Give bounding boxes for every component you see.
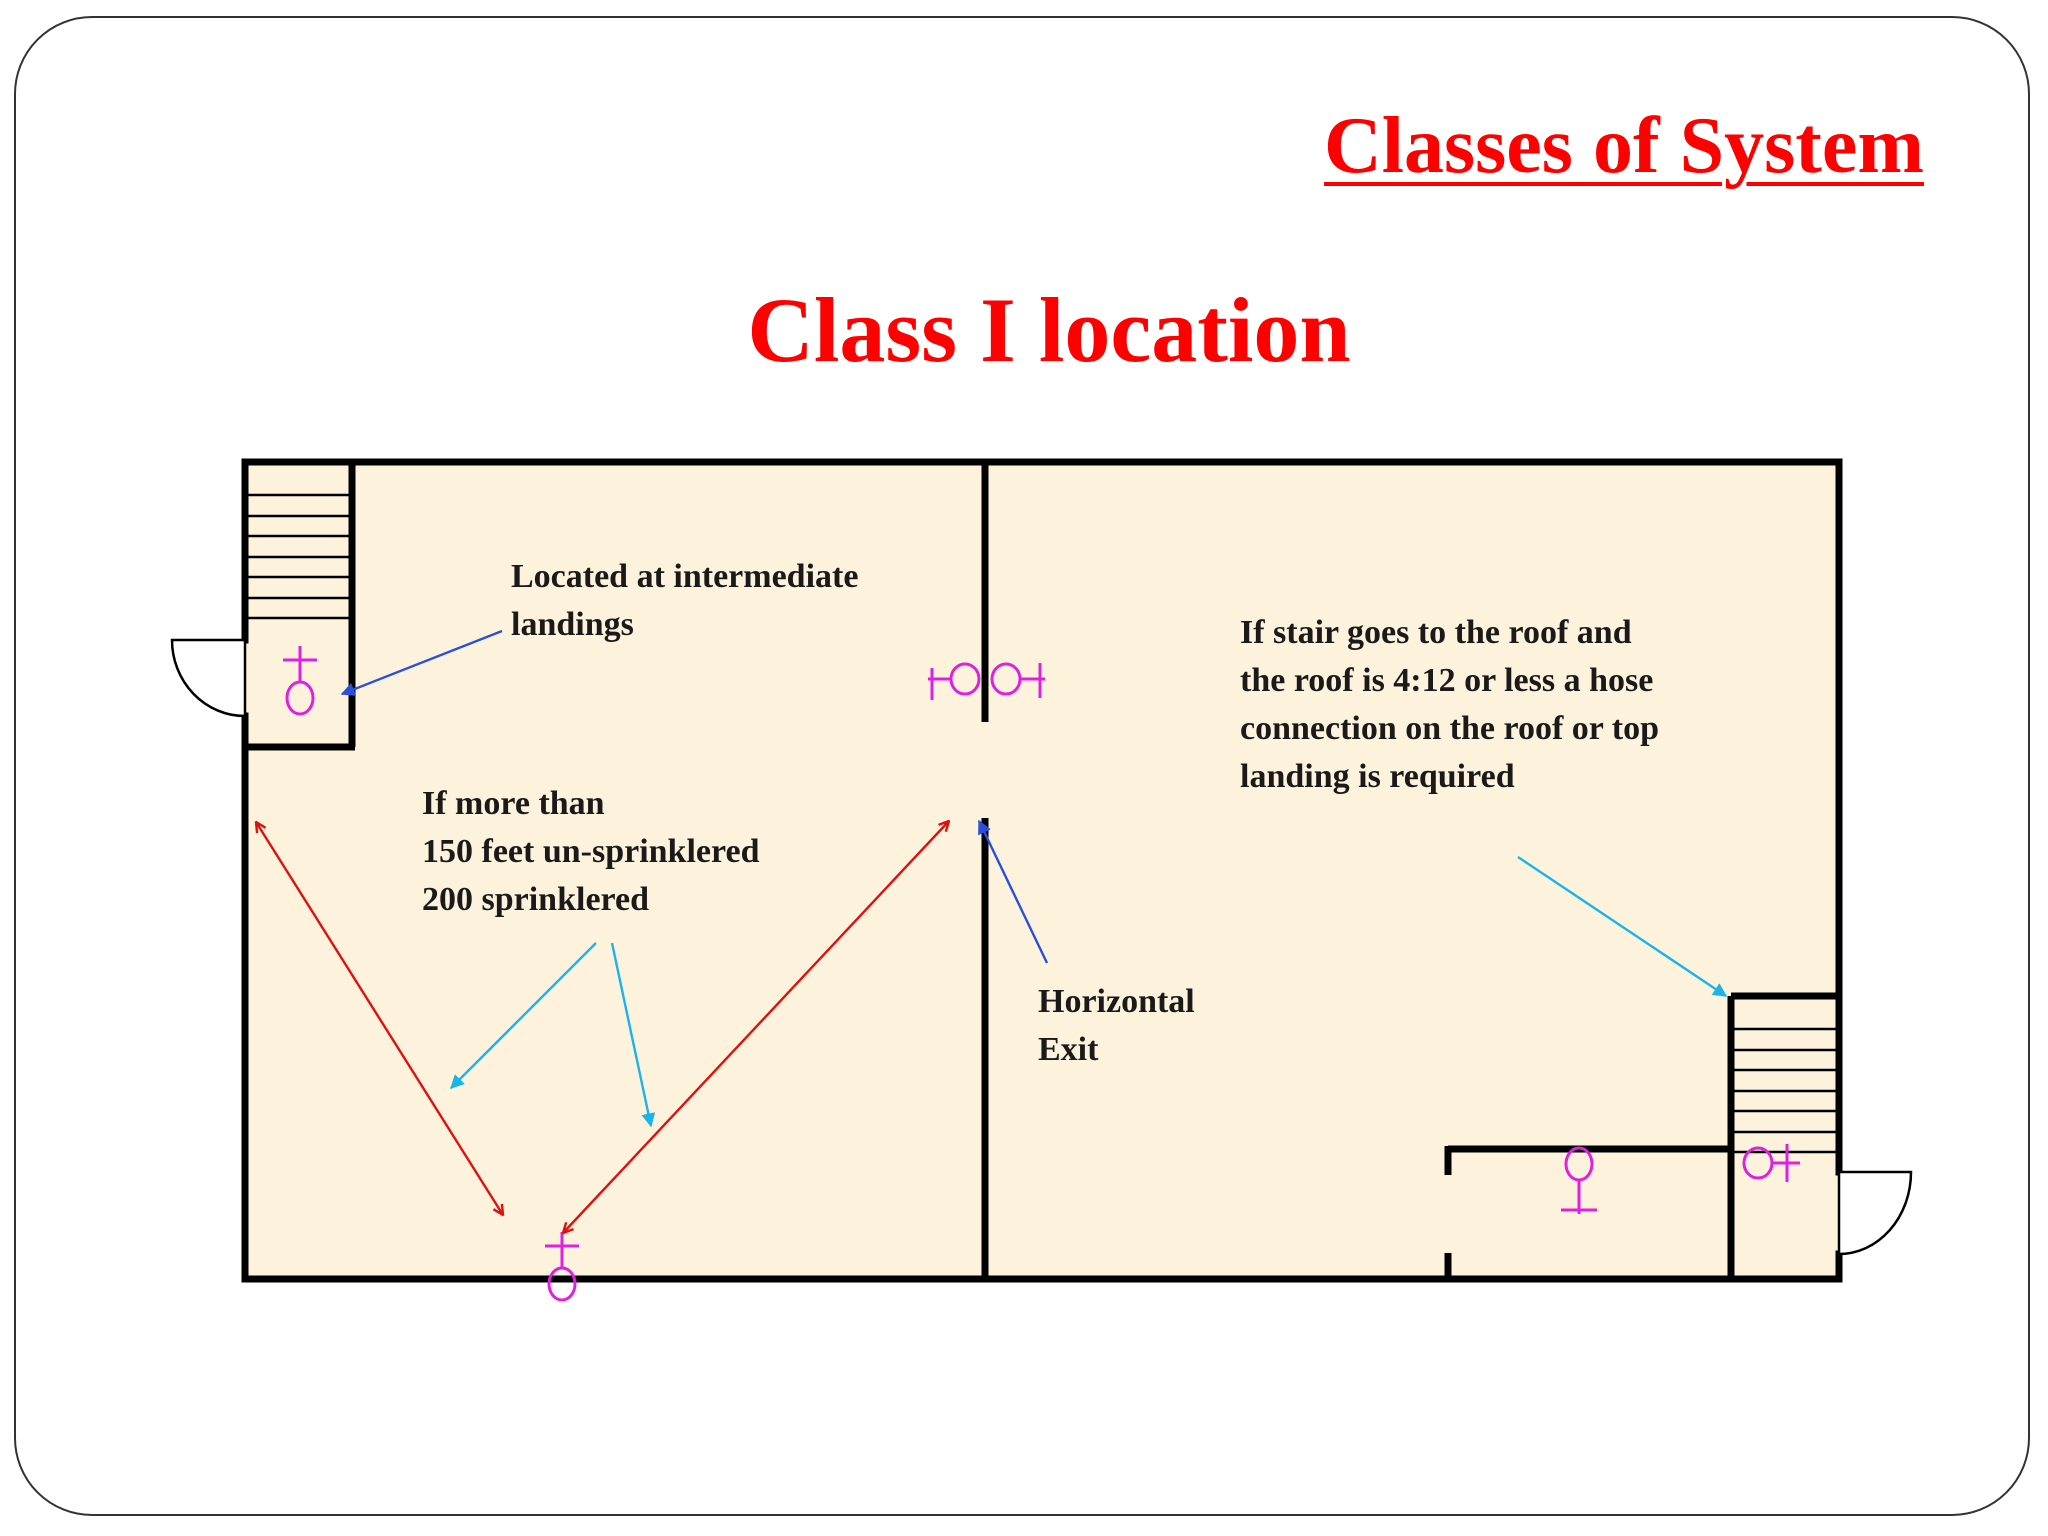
annotation-roof-rule: If stair goes to the roof and the roof is 4:12 or less a hose connection on the roof or top landing is required <box>1240 614 1660 795</box>
annotation-intermediate-landings: Located at intermediate landings <box>511 558 859 643</box>
floor-area <box>245 462 1839 1279</box>
header-title: Classes of System <box>1324 102 1924 190</box>
annotation-distance-rule: If more than 150 feet un-sprinklered 200 sprinklered <box>422 785 760 918</box>
annotation-horizontal-exit: Horizontal Exit <box>1038 983 1195 1068</box>
door-swing-icon <box>172 640 245 716</box>
main-title: Class I location <box>747 279 1351 381</box>
door-swing-icon <box>1839 1172 1911 1254</box>
